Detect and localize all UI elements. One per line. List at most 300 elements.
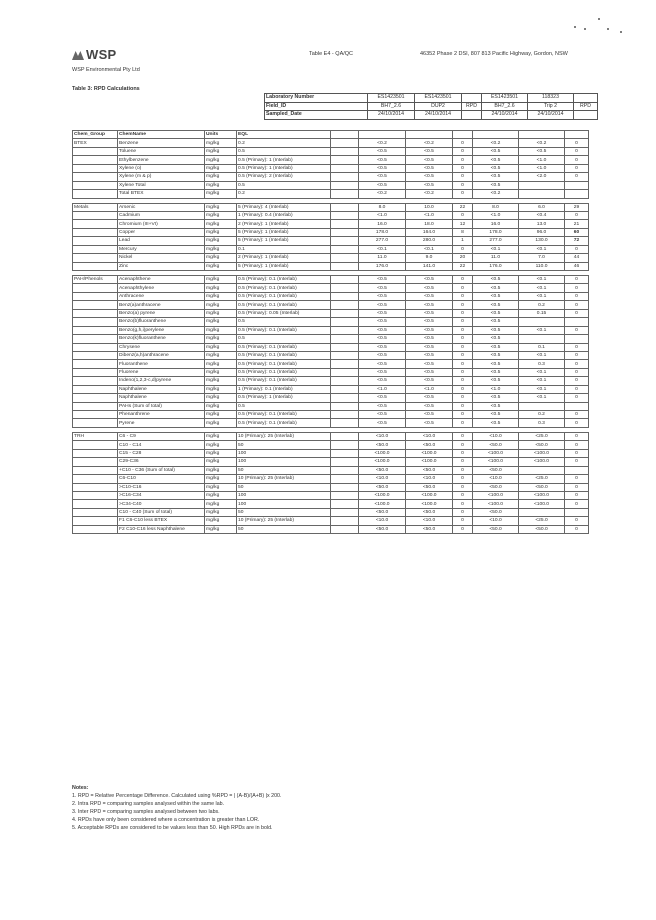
sample-header-row [265, 102, 598, 111]
result-cell: <0.5 [359, 326, 406, 334]
result-cell: <0.1 [473, 245, 519, 253]
result-cell: 18.0 [406, 220, 453, 228]
table-row [73, 385, 589, 393]
rpd-cell: 0 [565, 292, 589, 300]
result-cell [519, 318, 565, 326]
eql-cell: 0.1 [237, 245, 331, 253]
sample-header-label: Sampled_Date [265, 111, 368, 120]
result-cell: 141.0 [406, 262, 453, 270]
table-row [73, 173, 589, 181]
blank-cell [331, 458, 359, 466]
rpd-cell: 0 [453, 245, 473, 253]
chem-group-cell [73, 301, 118, 309]
result-cell: 16.0 [359, 220, 406, 228]
result-cell: <0.5 [406, 156, 453, 164]
result-cell: <0.5 [473, 335, 519, 343]
rpd-cell: 0 [565, 377, 589, 385]
rpd-cell: 0 [565, 525, 589, 533]
eql-cell: 100 [237, 458, 331, 466]
rpd-cell: 0 [453, 475, 473, 483]
blank-cell [331, 164, 359, 172]
eql-cell: 50 [237, 483, 331, 491]
column-header-blank [453, 131, 473, 139]
result-cell: <0.5 [473, 309, 519, 317]
rpd-cell: 0 [565, 491, 589, 499]
eql-cell: 0.5 (Primary): 1 (Interlab) [237, 164, 331, 172]
table-row [73, 491, 589, 499]
rpd-cell: 0 [453, 441, 473, 449]
result-cell: <0.5 [406, 173, 453, 181]
eql-cell: 0.5 (Primary): 0.1 (Interlab) [237, 292, 331, 300]
rpd-cell: 0 [453, 309, 473, 317]
result-cell: <100.0 [519, 458, 565, 466]
column-header-blank [519, 131, 565, 139]
chem-name-cell: Chrysene [118, 343, 205, 351]
table-row [73, 394, 589, 402]
blank-cell [331, 402, 359, 410]
blank-cell [331, 139, 359, 147]
chem-group-cell [73, 394, 118, 402]
result-cell: <0.5 [473, 368, 519, 376]
chem-group-cell [73, 419, 118, 427]
chem-group-cell [73, 368, 118, 376]
table-row [73, 351, 589, 359]
units-cell: mg/kg [205, 228, 237, 236]
sample-header-cell: ES1423501 [368, 94, 415, 103]
note-item: 1. RPD = Relative Percentage Difference. Calculated using %RPD = | (A-B)/(A+B) |x 200. [72, 792, 282, 799]
result-cell: <0.5 [359, 156, 406, 164]
rpd-cell: 22 [453, 262, 473, 270]
rpd-cell [565, 335, 589, 343]
result-cell: <10.0 [359, 517, 406, 525]
chem-group-cell [73, 147, 118, 155]
units-cell: mg/kg [205, 156, 237, 164]
result-cell: <50.0 [519, 525, 565, 533]
result-cell: <1.0 [473, 385, 519, 393]
result-cell: 6.0 [519, 203, 565, 211]
units-cell: mg/kg [205, 525, 237, 533]
chem-name-cell: C15 - C28 [118, 449, 205, 457]
eql-cell: 50 [237, 525, 331, 533]
chem-name-cell: Toluene [118, 147, 205, 155]
result-cell: 11.0 [473, 254, 519, 262]
result-cell: <50.0 [359, 483, 406, 491]
result-cell [519, 508, 565, 516]
rpd-cell: 0 [453, 458, 473, 466]
result-cell: <0.1 [519, 377, 565, 385]
result-cell: <0.2 [359, 139, 406, 147]
rpd-cell: 22 [453, 203, 473, 211]
blank-cell [331, 343, 359, 351]
chem-group-cell: Metals [73, 203, 118, 211]
eql-cell: 2 (Primary): 1 (Interlab) [237, 220, 331, 228]
rpd-cell: 0 [453, 343, 473, 351]
column-header-blank [473, 131, 519, 139]
result-cell: <0.5 [473, 284, 519, 292]
result-cell: 13.0 [519, 220, 565, 228]
table-row [73, 262, 589, 270]
rpd-cell: 0 [565, 517, 589, 525]
blank-cell [331, 276, 359, 284]
units-cell: mg/kg [205, 245, 237, 253]
rpd-cell: 20 [453, 254, 473, 262]
rpd-cell: 0 [565, 449, 589, 457]
table-row [73, 343, 589, 351]
result-cell: 0.2 [519, 301, 565, 309]
rpd-cell [565, 466, 589, 474]
blank-cell [331, 441, 359, 449]
blank-cell [331, 147, 359, 155]
result-cell: 96.0 [519, 228, 565, 236]
result-cell: <0.5 [473, 351, 519, 359]
result-cell: <10.0 [473, 432, 519, 440]
rpd-cell: 0 [453, 181, 473, 189]
result-cell: 178.0 [359, 228, 406, 236]
chem-name-cell: Fluoranthene [118, 360, 205, 368]
result-cell: <1.0 [406, 211, 453, 219]
units-cell: mg/kg [205, 203, 237, 211]
chem-group-cell [73, 449, 118, 457]
sample-header-cell [574, 94, 598, 103]
blank-cell [331, 411, 359, 419]
units-cell: mg/kg [205, 254, 237, 262]
result-cell: <50.0 [519, 441, 565, 449]
result-cell: <0.5 [473, 326, 519, 334]
units-cell: mg/kg [205, 326, 237, 334]
eql-cell: 1 (Primary): 0.1 (Interlab) [237, 385, 331, 393]
blank-cell [331, 284, 359, 292]
column-header: Chem_Group [73, 131, 118, 139]
eql-cell: 0.5 (Primary): 0.1 (Interlab) [237, 284, 331, 292]
eql-cell: 0.5 [237, 335, 331, 343]
chem-group-cell [73, 483, 118, 491]
sample-header-row [265, 111, 598, 120]
blank-cell [331, 351, 359, 359]
table-row [73, 411, 589, 419]
chem-name-cell: F1 C6-C10 less BTEX [118, 517, 205, 525]
sample-header-cell: 118323 [528, 94, 574, 103]
rpd-cell: 0 [453, 385, 473, 393]
table-row [73, 466, 589, 474]
table-row [73, 220, 589, 228]
result-cell: <0.5 [406, 276, 453, 284]
result-cell: <0.5 [473, 411, 519, 419]
chem-name-cell: PAHs (Sum of total) [118, 402, 205, 410]
chem-name-cell: Naphthalene [118, 385, 205, 393]
result-cell: <0.5 [473, 276, 519, 284]
eql-cell: 100 [237, 449, 331, 457]
eql-cell: 0.5 [237, 402, 331, 410]
units-cell: mg/kg [205, 475, 237, 483]
chem-name-cell: C6 - C9 [118, 432, 205, 440]
result-cell: <50.0 [406, 466, 453, 474]
blank-cell [331, 419, 359, 427]
chem-group-cell [73, 164, 118, 172]
eql-cell: 2 (Primary): 1 (Interlab) [237, 254, 331, 262]
rpd-cell: 0 [565, 351, 589, 359]
rpd-cell: 0 [453, 394, 473, 402]
table-row [73, 517, 589, 525]
units-cell: mg/kg [205, 517, 237, 525]
chem-name-cell: >C16-C34 [118, 491, 205, 499]
chem-group-cell [73, 228, 118, 236]
chem-name-cell: Benzo(b)fluoranthene [118, 318, 205, 326]
units-cell: mg/kg [205, 262, 237, 270]
rpd-cell [565, 318, 589, 326]
units-cell: mg/kg [205, 335, 237, 343]
chem-name-cell: Copper [118, 228, 205, 236]
result-cell: <100.0 [359, 449, 406, 457]
result-cell: <0.1 [406, 245, 453, 253]
rpd-cell: 12 [453, 220, 473, 228]
chem-group-cell [73, 211, 118, 219]
blank-cell [331, 237, 359, 245]
eql-cell: 0.2 [237, 190, 331, 198]
rpd-cell: 0 [565, 343, 589, 351]
rpd-cell: 0 [565, 475, 589, 483]
units-cell: mg/kg [205, 351, 237, 359]
eql-cell: 0.5 (Primary): 0.1 (Interlab) [237, 301, 331, 309]
chem-name-cell: Benzo(k)fluoranthene [118, 335, 205, 343]
eql-cell: 0.5 (Primary): 0.1 (Interlab) [237, 351, 331, 359]
chem-name-cell: C29-C36 [118, 458, 205, 466]
column-header-blank [359, 131, 406, 139]
chem-name-cell: Dibenz(a,h)anthracene [118, 351, 205, 359]
rpd-cell: 0 [453, 190, 473, 198]
result-cell: <50.0 [473, 508, 519, 516]
table-row [73, 508, 589, 516]
result-cell: <25.0 [519, 432, 565, 440]
result-cell: <100.0 [519, 491, 565, 499]
result-cell: <0.5 [359, 360, 406, 368]
blank-cell [331, 292, 359, 300]
rpd-cell [565, 190, 589, 198]
chem-name-cell: Phenanthrene [118, 411, 205, 419]
chem-group-cell [73, 517, 118, 525]
rpd-cell: 0 [565, 139, 589, 147]
rpd-cell: 0 [565, 458, 589, 466]
result-cell: <0.5 [359, 292, 406, 300]
rpd-cell: 0 [565, 483, 589, 491]
result-cell: <0.2 [519, 139, 565, 147]
scan-speck [598, 18, 600, 20]
result-cell: 8.0 [473, 203, 519, 211]
result-cell: <50.0 [406, 441, 453, 449]
result-cell: 110.0 [519, 262, 565, 270]
result-cell: <0.5 [359, 335, 406, 343]
result-cell: <0.5 [359, 164, 406, 172]
note-item: 3. Inter RPD = comparing samples analysed between two labs. [72, 808, 220, 815]
result-cell: <0.5 [359, 411, 406, 419]
blank-cell [331, 181, 359, 189]
result-cell: <50.0 [406, 525, 453, 533]
blank-cell [331, 500, 359, 508]
rpd-cell: 0 [565, 326, 589, 334]
scan-speck [607, 28, 609, 30]
blank-cell [331, 517, 359, 525]
chem-name-cell: Mercury [118, 245, 205, 253]
eql-cell: 0.5 (Primary): 0.1 (Interlab) [237, 276, 331, 284]
chem-group-cell [73, 181, 118, 189]
rpd-cell: 0 [453, 139, 473, 147]
chem-group-cell [73, 402, 118, 410]
chem-group-cell [73, 441, 118, 449]
result-cell: 277.0 [473, 237, 519, 245]
chem-name-cell: Xylene Total [118, 181, 205, 189]
blank-cell [331, 360, 359, 368]
table-row [73, 419, 589, 427]
rpd-cell: 0 [453, 419, 473, 427]
result-cell: <0.5 [473, 173, 519, 181]
eql-cell: 0.5 (Primary): 0.05 (Interlab) [237, 309, 331, 317]
units-cell: mg/kg [205, 449, 237, 457]
table-row [73, 525, 589, 533]
result-cell: <0.5 [406, 181, 453, 189]
rpd-cell: 29 [565, 203, 589, 211]
rpd-cell: 0 [453, 276, 473, 284]
rpd-cell: 44 [565, 254, 589, 262]
blank-cell [331, 220, 359, 228]
blank-cell [331, 262, 359, 270]
rpd-cell: 0 [453, 449, 473, 457]
eql-cell: 5 (Primary): 1 (Interlab) [237, 262, 331, 270]
result-cell: 280.0 [406, 237, 453, 245]
result-cell: 11.0 [359, 254, 406, 262]
chem-group-cell [73, 254, 118, 262]
result-cell: <0.5 [359, 402, 406, 410]
chem-name-cell: Zinc [118, 262, 205, 270]
table-row [73, 318, 589, 326]
sample-header-cell: ES1423501 [482, 94, 528, 103]
result-cell: <100.0 [473, 500, 519, 508]
result-cell: <50.0 [406, 508, 453, 516]
scan-speck [584, 28, 586, 30]
chem-group-cell [73, 237, 118, 245]
result-cell: 0.2 [519, 411, 565, 419]
blank-cell [331, 377, 359, 385]
result-cell: <1.0 [473, 211, 519, 219]
units-cell: mg/kg [205, 508, 237, 516]
result-cell: 164.0 [406, 228, 453, 236]
table-row [73, 326, 589, 334]
table-row [73, 190, 589, 198]
chem-name-cell: Arsenic [118, 203, 205, 211]
result-cell: <1.0 [359, 385, 406, 393]
result-cell: 7.0 [519, 254, 565, 262]
units-cell: mg/kg [205, 377, 237, 385]
result-cell: <25.0 [519, 475, 565, 483]
eql-cell: 0.5 (Primary): 0.1 (Interlab) [237, 343, 331, 351]
rpd-cell: 0 [565, 284, 589, 292]
units-cell: mg/kg [205, 343, 237, 351]
result-cell: <50.0 [359, 441, 406, 449]
chem-group-cell [73, 525, 118, 533]
result-cell: 176.0 [359, 262, 406, 270]
eql-cell: 0.2 [237, 139, 331, 147]
table-row [73, 237, 589, 245]
rpd-cell: 0 [565, 301, 589, 309]
rpd-cell: 0 [453, 508, 473, 516]
table-row [73, 483, 589, 491]
rpd-cell: 0 [565, 411, 589, 419]
result-cell: <0.5 [473, 402, 519, 410]
sample-header-cell: Trip 2 [528, 102, 574, 111]
result-cell: <0.5 [473, 292, 519, 300]
rpd-cell: 0 [565, 156, 589, 164]
result-cell: <10.0 [473, 517, 519, 525]
blank-cell [331, 309, 359, 317]
notes-title: Notes: [72, 785, 89, 791]
table-row [73, 402, 589, 410]
result-cell: <0.1 [519, 351, 565, 359]
chem-name-cell: Anthracene [118, 292, 205, 300]
units-cell: mg/kg [205, 483, 237, 491]
result-cell: <0.5 [406, 318, 453, 326]
sample-header-cell: 24/10/2014 [368, 111, 415, 120]
result-cell: 178.0 [473, 228, 519, 236]
eql-cell: 1 (Primary): 0.4 (Interlab) [237, 211, 331, 219]
note-item: 5. Acceptable RPDs are considered to be values less than 50. High RPDs are in bold. [72, 824, 273, 831]
result-cell: <100.0 [359, 458, 406, 466]
sample-header-table [264, 93, 598, 120]
result-cell: <1.0 [519, 156, 565, 164]
chem-group-cell [73, 343, 118, 351]
rpd-cell: 0 [565, 276, 589, 284]
chem-group-cell [73, 190, 118, 198]
chem-group-cell [73, 458, 118, 466]
result-cell: <0.2 [473, 139, 519, 147]
chem-group-cell [73, 173, 118, 181]
units-cell: mg/kg [205, 284, 237, 292]
sample-header-row [265, 94, 598, 103]
chem-name-cell: Xylene (m & p) [118, 173, 205, 181]
table-row [73, 228, 589, 236]
result-cell: <0.5 [359, 284, 406, 292]
blank-cell [331, 190, 359, 198]
sample-header-cell: 24/10/2014 [482, 111, 528, 120]
result-cell: <0.5 [406, 147, 453, 155]
result-cell [519, 335, 565, 343]
result-cell: <0.1 [519, 245, 565, 253]
result-cell: 277.0 [359, 237, 406, 245]
column-header-blank [565, 131, 589, 139]
eql-cell: 10 (Primary): 25 (Interlab) [237, 432, 331, 440]
result-cell: <100.0 [473, 449, 519, 457]
blank-cell [331, 385, 359, 393]
result-cell: <0.5 [359, 377, 406, 385]
eql-cell: 0.5 (Primary): 0.1 (Interlab) [237, 360, 331, 368]
result-cell: <50.0 [473, 525, 519, 533]
result-cell: <0.5 [406, 402, 453, 410]
table-row [73, 276, 589, 284]
column-header-blank [406, 131, 453, 139]
sample-header-cell: 24/10/2014 [415, 111, 462, 120]
eql-cell: 0.5 [237, 181, 331, 189]
result-cell: <0.5 [359, 394, 406, 402]
units-cell: mg/kg [205, 181, 237, 189]
chem-group-cell [73, 262, 118, 270]
table-row [73, 203, 589, 211]
result-cell: <0.5 [406, 377, 453, 385]
sample-header-label: Laboratory Number [265, 94, 368, 103]
result-cell: <0.1 [359, 245, 406, 253]
blank-cell [331, 368, 359, 376]
chem-group-cell [73, 360, 118, 368]
note-item: 4. RPDs have only been considered where a concentration is greater than LOR. [72, 816, 260, 823]
blank-cell [331, 156, 359, 164]
result-cell: <0.5 [406, 343, 453, 351]
units-cell: mg/kg [205, 368, 237, 376]
